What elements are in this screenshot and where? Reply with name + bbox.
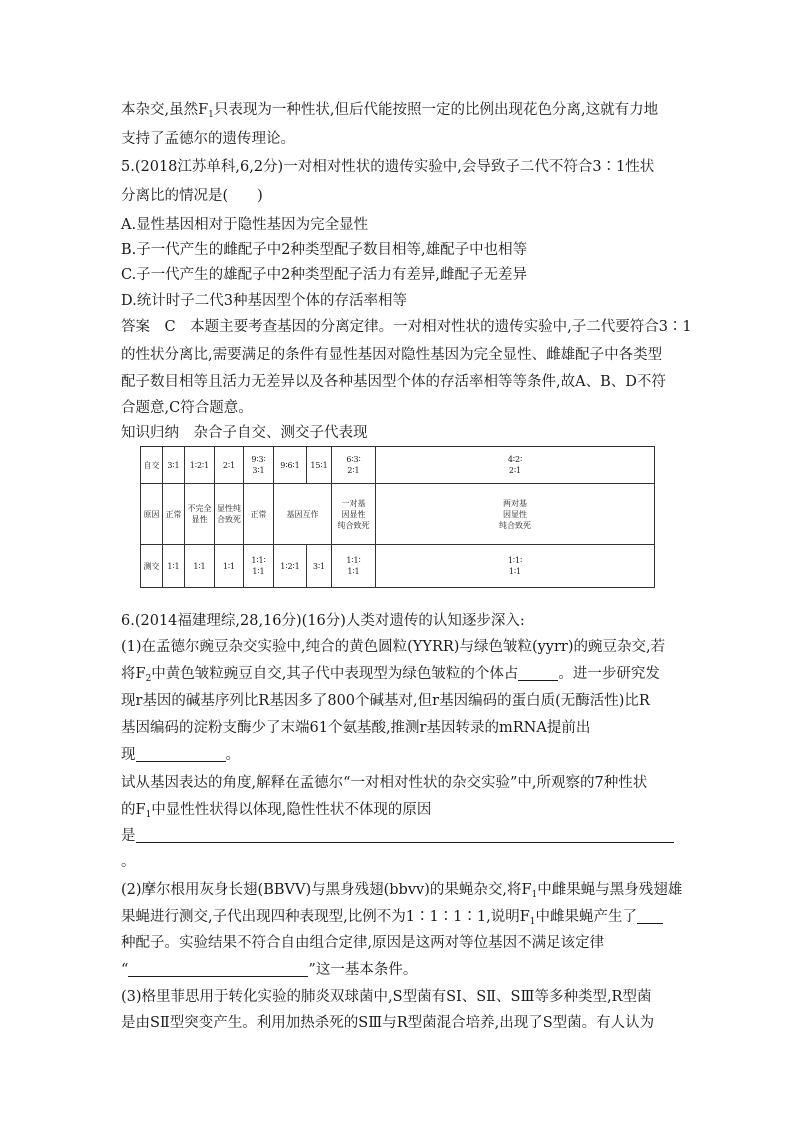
table-cell: 3∶1 bbox=[307, 545, 332, 588]
q6-part1-line-7: 的$F_1$中显性性状得以体现,隐性性状不体现的原因 bbox=[121, 802, 432, 820]
intro-line-1: 本杂交,虽然$F_1$只表现为一种性状,但后代能按照一定的比例出现花色分离,这就有力地 bbox=[121, 102, 659, 120]
table-cell: 1∶2∶1 bbox=[274, 545, 307, 588]
table-cell: 1∶1 bbox=[163, 545, 185, 588]
answer-blank[interactable] bbox=[128, 961, 308, 977]
table-row-test-cross bbox=[141, 545, 655, 588]
q5-stem-line-1: 5.(2018江苏单科,6,2分)一对相对性状的遗传实验中,会导致子二代不符合3∶1性状 bbox=[121, 159, 655, 175]
table-cell: 1∶1 bbox=[185, 545, 215, 588]
q6-stem: 6.(2014福建理综,28,16分)(16分)人类对遗传的认知逐步深入: bbox=[121, 613, 525, 629]
table-cell: 不完全 显性 bbox=[185, 484, 215, 545]
q6-part1-line-5: 现 。 bbox=[121, 747, 240, 763]
table-cell: 两对基 因显性 纯合致死 bbox=[376, 484, 655, 545]
table-cell: 1∶2∶1 bbox=[185, 447, 215, 484]
q6-part3-line-2: 是由SⅡ型突变产生。利用加热杀死的SⅢ与R型菌混合培养,出现了S型菌。有人认为 bbox=[121, 1015, 655, 1031]
q6-part1-line-8: 是 bbox=[121, 826, 674, 846]
table-cell: 1∶1∶ 1∶1 bbox=[376, 545, 655, 588]
intro-line-2: 支持了孟德尔的遗传理论。 bbox=[121, 131, 295, 147]
table-cell: 1∶1∶ 1∶1 bbox=[244, 545, 274, 588]
knowledge-title: 知识归纳 杂合子自交、测交子代表现 bbox=[121, 425, 368, 441]
table-cell: 正常 bbox=[244, 484, 274, 545]
table-cell: 正常 bbox=[163, 484, 185, 545]
q5-answer-line-2: 的性状分离比,需要满足的条件有显性基因对隐性基因为完全显性、雌雄配子中各类型 bbox=[121, 347, 663, 363]
table-cell: 6∶3∶ 2∶1 bbox=[332, 447, 376, 484]
q5-option-a: A.显性基因相对于隐性基因为完全显性 bbox=[121, 217, 369, 233]
table-row-cause bbox=[141, 484, 655, 545]
table-cell: 2∶1 bbox=[215, 447, 244, 484]
table-cell: 9∶6∶1 bbox=[274, 447, 307, 484]
q5-option-b: B.子一代产生的雌配子中2种类型配子数目相等,雄配子中也相等 bbox=[121, 242, 528, 258]
table-cell: 显性纯 合致死 bbox=[215, 484, 244, 545]
table-cell: 3∶1 bbox=[163, 447, 185, 484]
table-cell: 测交 bbox=[141, 545, 163, 588]
q6-part1-line-4: 基因编码的淀粉支酶少了末端61个氨基酸,推测r基因转录的mRNA提前出 bbox=[121, 720, 591, 736]
table-cell: 自交 bbox=[141, 447, 163, 484]
q6-part1-line-2: 将$F_2$中黄色皱粒豌豆自交,其子代中表现型为绿色皱粒的个体占 。进一步研究发 bbox=[121, 666, 660, 684]
q5-answer-line-1: 答案 C 本题主要考查基因的分离定律。一对相对性状的遗传实验中,子二代要符合3∶1 bbox=[121, 319, 692, 335]
q6-part2-line-3: 种配子。实验结果不符合自由组合定律,原因是这两对等位基因不满足该定律 bbox=[121, 935, 605, 951]
q5-answer-line-3: 配子数目相等且活力无差异以及各种基因型个体的存活率相等等条件,故A、B、D不符 bbox=[121, 374, 666, 390]
table-cell: 15∶1 bbox=[307, 447, 332, 484]
q6-part1-line-3: 现r基因的碱基序列比R基因多了800个碱基对,但r基因编码的蛋白质(无酶活性)比R bbox=[121, 693, 650, 709]
q6-part1-line-1: (1)在孟德尔豌豆杂交实验中,纯合的黄色圆粒(YYRR)与绿色皱粒(yyrr)的豌豆杂交,若 bbox=[121, 639, 666, 655]
table-cell: 1∶1 bbox=[215, 545, 244, 588]
table-cell: 一对基 因显性 纯合致死 bbox=[332, 484, 376, 545]
q6-part1-line-6: 试从基因表达的角度,解释在孟德尔“一对相对性状的杂交实验”中,所观察的7种性状 bbox=[121, 775, 648, 791]
answer-blank[interactable] bbox=[637, 908, 663, 924]
table-cell: 9∶3∶ 3∶1 bbox=[244, 447, 274, 484]
q6-part2-line-4: “ ”这一基本条件。 bbox=[121, 962, 418, 978]
q5-option-c: C.子一代产生的雄配子中2种类型配子活力有差异,雌配子无差异 bbox=[121, 267, 528, 283]
q6-part3-line-1: (3)格里菲思用于转化实验的肺炎双球菌中,S型菌有SⅠ、SⅡ、SⅢ等多种类型,R型菌 bbox=[121, 989, 652, 1005]
q6-part2-line-1: (2)摩尔根用灰身长翅(BBVV)与黑身残翅(bbvv)的果蝇杂交,将$F_1$中雌果蝇与黑身残翅雄 bbox=[121, 882, 683, 900]
table-row-self-cross bbox=[141, 447, 655, 484]
q6-part1-line-9: 。 bbox=[121, 854, 136, 870]
answer-blank[interactable] bbox=[136, 827, 674, 843]
table-cell: 基因互作 bbox=[274, 484, 332, 545]
q5-option-d: D.统计时子二代3种基因型个体的存活率相等 bbox=[121, 293, 407, 309]
table-cell: 原因 bbox=[141, 484, 163, 545]
table-cell: 1∶1∶ 1∶1 bbox=[332, 545, 376, 588]
table-cell: 4∶2∶ 2∶1 bbox=[376, 447, 655, 484]
answer-blank[interactable] bbox=[518, 665, 558, 681]
q5-stem-line-2: 分离比的情况是( ) bbox=[121, 188, 263, 204]
q6-part2-line-2: 果蝇进行测交,子代出现四种表现型,比例不为1∶1∶1∶1,说明$F_1$中雌果蝇产生了 bbox=[121, 907, 663, 932]
q5-answer-line-4: 合题意,C符合题意。 bbox=[121, 400, 253, 416]
answer-blank[interactable] bbox=[136, 746, 226, 762]
knowledge-table bbox=[140, 446, 655, 588]
